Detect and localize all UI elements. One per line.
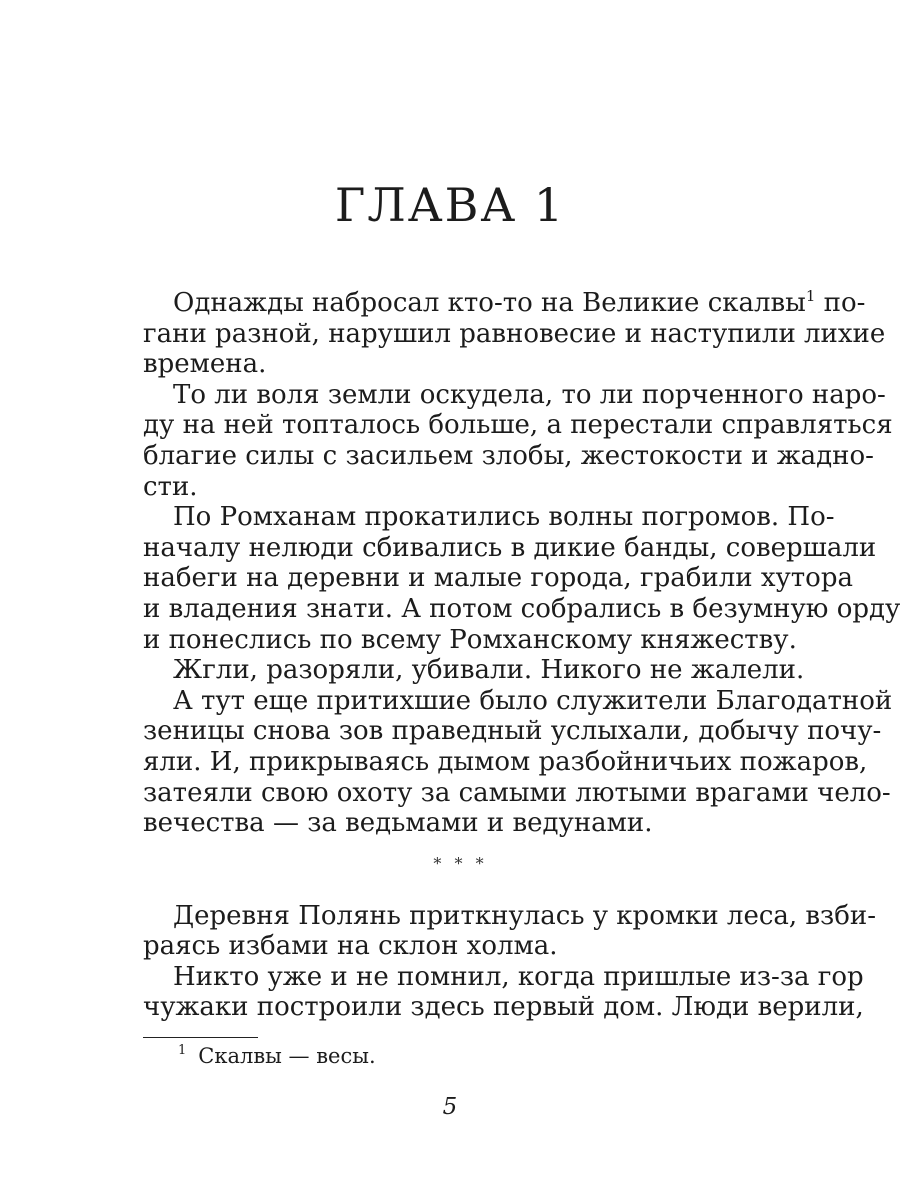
section-separator: * * * [433, 853, 488, 873]
text-line: яли. И, прикрываясь дымом разбойничьих пожаров, [143, 746, 868, 777]
text-line: вечества — за ведьмами и ведунами. [143, 808, 653, 839]
text-line: набеги на деревни и малые города, грабили хутора [143, 563, 853, 594]
text-line: началу нелюди сбивались в дикие банды, совершали [143, 532, 877, 563]
footnote-text: Скалвы — весы. [198, 1044, 376, 1068]
page-number: 5 [442, 1094, 458, 1120]
text-line: затеяли свою охоту за самыми лютыми врагами чело- [143, 777, 891, 808]
text-line: сти. [143, 471, 198, 502]
separator-spacer [143, 889, 778, 901]
text-line: и понеслись по всему Ромханскому княжеству. [143, 624, 797, 655]
body-text [143, 287, 900, 1023]
text-line: ду на ней топталось больше, а перестали справляться [143, 410, 893, 441]
text-line [143, 287, 866, 319]
text-line: То ли воля земли оскудела, то ли порченного наро- [173, 379, 886, 410]
text-line: раясь избами на склон холма. [143, 931, 558, 962]
text-line: Никто уже и не помнил, когда пришлые из-за гор [173, 961, 864, 992]
text-line-end: по- [815, 288, 866, 318]
footnote-marker: 1 [178, 1043, 187, 1058]
footnote-reference[interactable]: 1 [805, 287, 816, 305]
footnote-divider [143, 1037, 258, 1038]
text-line: По Ромханам прокатились волны погромов. По- [173, 502, 835, 533]
text-line: А тут еще притихшие было служители Благодатной [173, 685, 893, 716]
text-line: благие силы с засильем злобы, жестокости и жадно- [143, 440, 874, 471]
chapter-title: ГЛАВА 1 [334, 178, 566, 232]
text-line: чужаки построили здесь первый дом. Люди верили, [143, 992, 864, 1023]
text-line-start: Однажды набросал кто-то на Великие скалвы [173, 288, 806, 318]
text-line: зеницы снова зов праведный услыхали, добычу почу- [143, 716, 882, 747]
text-line: гани разной, нарушил равновесие и наступили лихие [143, 318, 886, 349]
footnote [178, 1042, 376, 1070]
text-line: времена. [143, 349, 267, 380]
text-line: Жгли, разоряли, убивали. Никого не жалели. [173, 655, 805, 686]
text-line: и владения знати. А потом собрались в безумную орду [143, 593, 900, 624]
text-line: Деревня Полянь приткнулась у кромки леса, взби- [173, 900, 877, 931]
